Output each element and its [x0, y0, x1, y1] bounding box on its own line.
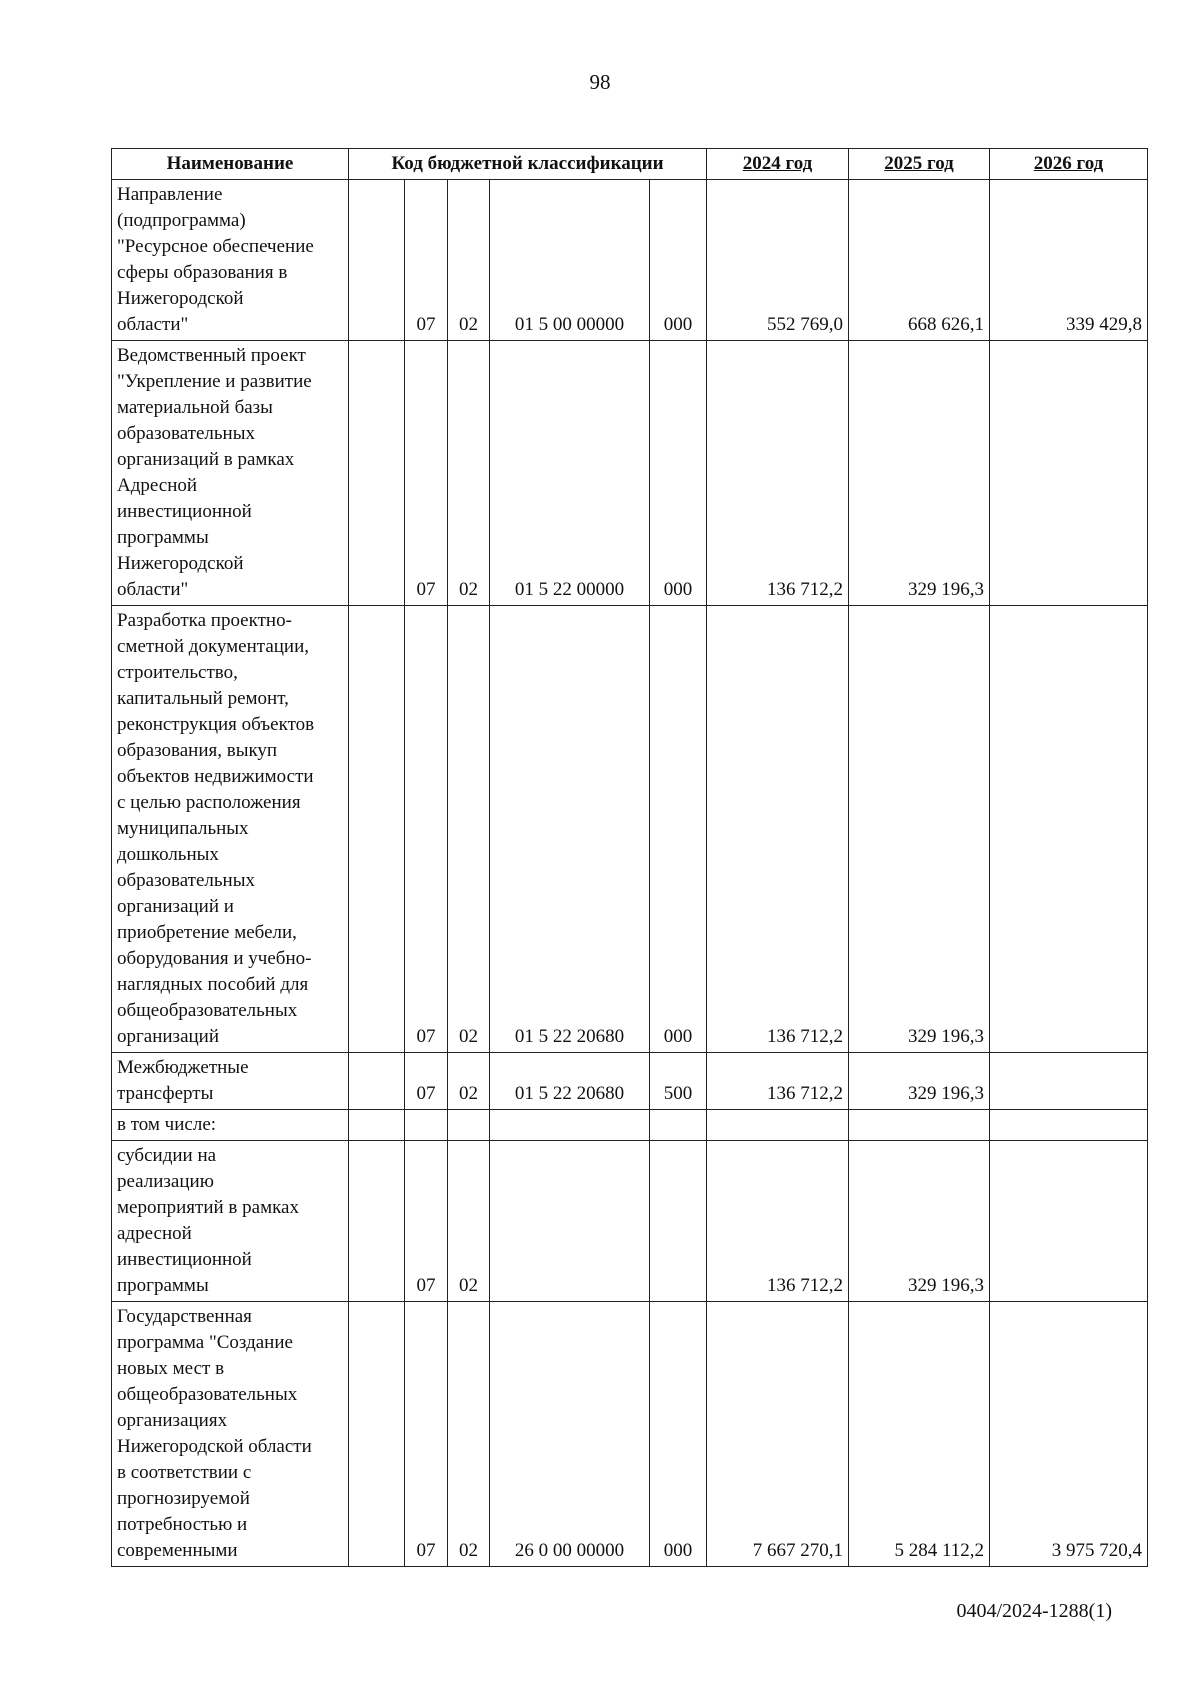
- row-code-cell: 000: [650, 341, 707, 606]
- table-row: [112, 1110, 1148, 1141]
- row-code-cell: 000: [650, 1302, 707, 1567]
- row-amount-2024: 136 712,2: [707, 1141, 849, 1302]
- row-amount-2026: [990, 606, 1148, 1053]
- row-amount-2026: 339 429,8: [990, 180, 1148, 341]
- table-row: [112, 606, 1148, 1053]
- table-body: [112, 180, 1148, 1567]
- table-header-row: [112, 149, 1148, 180]
- row-code-cell: [490, 1141, 650, 1302]
- row-amount-2026: [990, 1141, 1148, 1302]
- header-code: Код бюджетной классификации: [349, 149, 707, 180]
- row-amount-2024: 552 769,0: [707, 180, 849, 341]
- row-code-cell: [405, 1110, 448, 1141]
- budget-table: [111, 148, 1148, 1567]
- row-code-cell: 02: [448, 1302, 490, 1567]
- row-code-cell: 26 0 00 00000: [490, 1302, 650, 1567]
- document-code: 0404/2024-1288(1): [956, 1600, 1112, 1622]
- row-amount-2026: [990, 1053, 1148, 1110]
- table-row: [112, 1302, 1148, 1567]
- header-2025: 2025 год: [849, 149, 990, 180]
- row-code-cell: 07: [405, 180, 448, 341]
- row-code-cell: [448, 1110, 490, 1141]
- row-code-cell: 07: [405, 1053, 448, 1110]
- row-code-cell: 000: [650, 606, 707, 1053]
- row-name-cell: Межбюджетные трансферты: [112, 1053, 349, 1110]
- table-row: [112, 1141, 1148, 1302]
- row-code-cell: [650, 1110, 707, 1141]
- row-amount-2026: [990, 1110, 1148, 1141]
- row-code-cell: 01 5 00 00000: [490, 180, 650, 341]
- row-amount-2025: 5 284 112,2: [849, 1302, 990, 1567]
- row-amount-2024: [707, 1110, 849, 1141]
- row-name-cell: Ведомственный проект "Укрепление и развитие материальной базы образовательных организаций в рамках Адресной инвестиционной программы Нижегородской области": [112, 341, 349, 606]
- row-code-cell: 07: [405, 1141, 448, 1302]
- row-code-cell: [349, 1110, 405, 1141]
- header-2024: 2024 год: [707, 149, 849, 180]
- row-amount-2024: 7 667 270,1: [707, 1302, 849, 1567]
- row-code-cell: [349, 606, 405, 1053]
- row-amount-2024: 136 712,2: [707, 1053, 849, 1110]
- row-code-cell: 02: [448, 341, 490, 606]
- row-code-cell: 02: [448, 1053, 490, 1110]
- row-amount-2025: [849, 1110, 990, 1141]
- row-amount-2025: 329 196,3: [849, 1053, 990, 1110]
- row-name-cell: субсидии на реализацию мероприятий в рамках адресной инвестиционной программы: [112, 1141, 349, 1302]
- row-code-cell: [349, 1302, 405, 1567]
- row-code-cell: 07: [405, 1302, 448, 1567]
- row-code-cell: 01 5 22 00000: [490, 341, 650, 606]
- row-code-cell: [490, 1110, 650, 1141]
- row-amount-2025: 668 626,1: [849, 180, 990, 341]
- row-code-cell: 500: [650, 1053, 707, 1110]
- row-amount-2026: [990, 341, 1148, 606]
- row-amount-2026: 3 975 720,4: [990, 1302, 1148, 1567]
- table-row: [112, 1053, 1148, 1110]
- row-amount-2024: 136 712,2: [707, 341, 849, 606]
- table-row: [112, 341, 1148, 606]
- row-code-cell: 000: [650, 180, 707, 341]
- row-amount-2025: 329 196,3: [849, 606, 990, 1053]
- row-code-cell: 07: [405, 341, 448, 606]
- table-row: [112, 180, 1148, 341]
- row-code-cell: 01 5 22 20680: [490, 1053, 650, 1110]
- row-code-cell: 02: [448, 1141, 490, 1302]
- row-amount-2024: 136 712,2: [707, 606, 849, 1053]
- row-amount-2025: 329 196,3: [849, 1141, 990, 1302]
- row-code-cell: [349, 1053, 405, 1110]
- header-name: Наименование: [112, 149, 349, 180]
- row-code-cell: 07: [405, 606, 448, 1053]
- row-code-cell: [349, 1141, 405, 1302]
- row-name-cell: Направление (подпрограмма) "Ресурсное обеспечение сферы образования в Нижегородской области": [112, 180, 349, 341]
- page-number: 98: [589, 70, 611, 94]
- row-code-cell: [650, 1141, 707, 1302]
- row-name-cell: Разработка проектно- сметной документации, строительство, капитальный ремонт, реконструкция объектов образования, выкуп объектов недвижимости с целью расположения муниципальных дошкольных образовательных организаций и приобретение мебели, оборудования и учебно- наглядных пособий для общеобразовательных организаций: [112, 606, 349, 1053]
- row-name-cell: в том числе:: [112, 1110, 349, 1141]
- row-amount-2025: 329 196,3: [849, 341, 990, 606]
- row-code-cell: [349, 341, 405, 606]
- row-code-cell: 02: [448, 180, 490, 341]
- row-code-cell: 02: [448, 606, 490, 1053]
- row-name-cell: Государственная программа "Создание новых мест в общеобразовательных организациях Нижегородской области в соответствии с прогнозируемой потребностью и современными: [112, 1302, 349, 1567]
- row-code-cell: 01 5 22 20680: [490, 606, 650, 1053]
- row-code-cell: [349, 180, 405, 341]
- header-2026: 2026 год: [990, 149, 1148, 180]
